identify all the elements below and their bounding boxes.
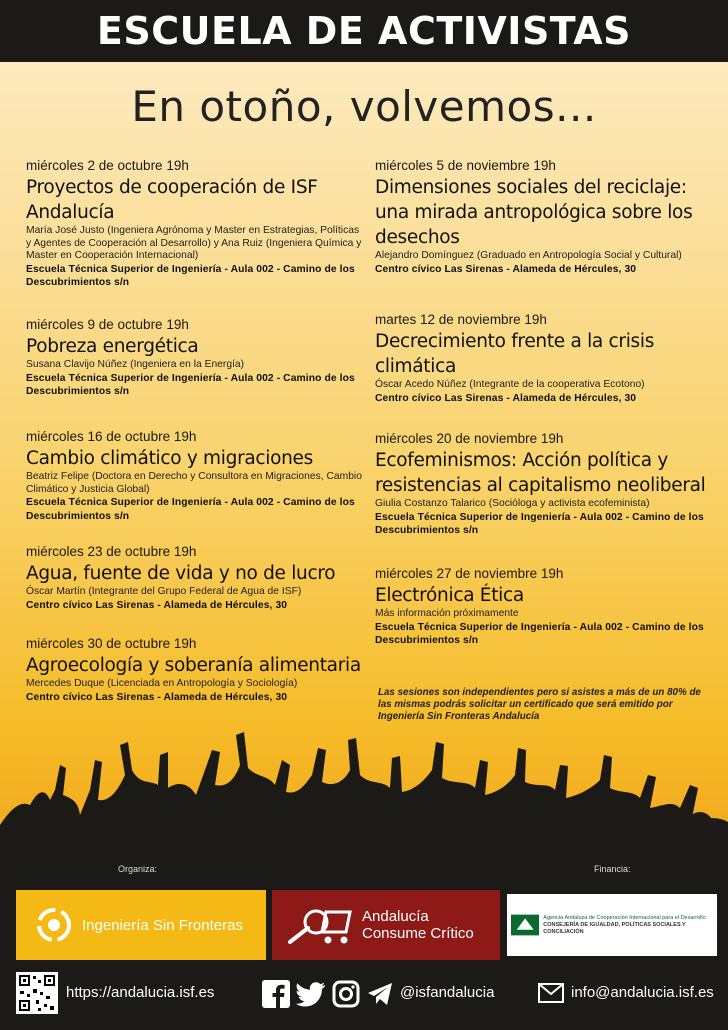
event-venue: Centro cívico Las Sirenas - Alameda de Hércules, 30 bbox=[375, 392, 637, 404]
event-speaker: Susana Clavijo Núñez (Ingeniera en la Energía) bbox=[26, 359, 245, 370]
event-item bbox=[26, 544, 366, 612]
email-link[interactable]: info@andalucia.isf.es bbox=[571, 984, 714, 1001]
junta-line1: Agencia Andaluza de Cooperación Internacional para el Desarrollo bbox=[543, 914, 706, 921]
financia-label: Financia: bbox=[594, 864, 631, 874]
event-venue: Centro cívico Las Sirenas - Alameda de Hércules, 30 bbox=[375, 263, 637, 275]
event-venue: Escuela Técnica Superior de Ingeniería - Aula 002 - Camino de los Descubrimientos s/n bbox=[375, 621, 704, 646]
event-date: miércoles 9 de octubre 19h bbox=[26, 317, 189, 332]
crowd-silhouette-image bbox=[0, 730, 728, 870]
event-item bbox=[26, 158, 366, 290]
event-item bbox=[375, 431, 715, 538]
qr-code-icon[interactable] bbox=[16, 972, 58, 1014]
event-venue: Centro cívico Las Sirenas - Alameda de Hércules, 30 bbox=[26, 691, 288, 703]
event-venue: Escuela Técnica Superior de Ingeniería - Aula 002 - Camino de los Descubrimientos s/n bbox=[375, 511, 704, 536]
event-speaker: Óscar Acedo Núñez (Integrante de la cooperativa Ecotono) bbox=[375, 379, 645, 390]
event-date: martes 12 de noviembre 19h bbox=[375, 312, 547, 327]
event-title: Cambio climático y migraciones bbox=[26, 448, 313, 469]
event-title: Decrecimiento frente a la crisis climática bbox=[375, 331, 655, 377]
event-item bbox=[26, 429, 366, 523]
event-item bbox=[375, 312, 715, 405]
twitter-icon[interactable] bbox=[296, 980, 326, 1008]
event-date: miércoles 16 de octubre 19h bbox=[26, 429, 197, 444]
email-icon[interactable] bbox=[538, 983, 564, 1003]
event-item bbox=[26, 636, 366, 704]
event-title: Agroecología y soberanía alimentaria bbox=[26, 655, 361, 676]
header-bar bbox=[0, 0, 728, 62]
event-speaker: Beatriz Felipe (Doctora en Derecho y Consultora en Migraciones, Cambio Climático y Justicia Global) bbox=[26, 471, 362, 495]
telegram-icon[interactable] bbox=[366, 980, 394, 1008]
event-item bbox=[26, 317, 366, 399]
event-speaker: Giulia Costanzo Talarico (Socióloga y activista ecofeminista) bbox=[375, 498, 650, 509]
event-venue: Escuela Técnica Superior de Ingeniería - Aula 002 - Camino de los Descubrimientos s/n bbox=[26, 497, 355, 522]
shopping-cart-icon bbox=[286, 902, 356, 948]
event-venue: Escuela Técnica Superior de Ingeniería - Aula 002 - Camino de los Descubrimientos s/n bbox=[26, 263, 355, 288]
event-date: miércoles 27 de noviembre 19h bbox=[375, 566, 564, 581]
acc-logo-line2: Consume Crítico bbox=[362, 925, 474, 942]
event-date: miércoles 20 de noviembre 19h bbox=[375, 431, 564, 446]
event-date: miércoles 30 de octubre 19h bbox=[26, 636, 197, 651]
event-title: Ecofeminismos: Acción política y resistencias al capitalismo neoliberal bbox=[375, 450, 706, 496]
acc-logo-line1: Andalucía bbox=[362, 908, 429, 925]
event-speaker: Óscar Martín (Integrante del Grupo Federal de Agua de ISF) bbox=[26, 586, 302, 597]
footer bbox=[0, 972, 728, 1016]
event-speaker: Más información próximamente bbox=[375, 608, 519, 619]
event-title: Pobreza energética bbox=[26, 336, 199, 357]
website-link[interactable]: https://andalucia.isf.es bbox=[66, 984, 215, 1001]
event-speaker: Mercedes Duque (Licenciada en Antropología y Sociología) bbox=[26, 678, 298, 689]
isf-logo-text: Ingeniería Sin Fronteras bbox=[82, 916, 243, 934]
instagram-icon[interactable] bbox=[332, 980, 360, 1008]
event-speaker: María José Justo (Ingeniera Agrónoma y Master en Estrategias, Políticas y Agentes de Cooperación al Desarrollo) y Ana Ruiz (Ingeniera Química y Master en Cooperación Internacional) bbox=[26, 225, 362, 261]
event-date: miércoles 23 de octubre 19h bbox=[26, 544, 197, 559]
poster-subtitle: En otoño, volvemos... bbox=[131, 82, 597, 131]
event-date: miércoles 2 de octubre 19h bbox=[26, 158, 189, 173]
junta-emblem-icon bbox=[511, 910, 539, 940]
social-handle[interactable]: @isfandalucia bbox=[400, 984, 495, 1001]
isf-logo[interactable] bbox=[16, 890, 266, 960]
organiza-label: Organiza: bbox=[118, 864, 158, 874]
facebook-icon[interactable] bbox=[262, 980, 290, 1008]
event-title: Dimensiones sociales del reciclaje: una mirada antropológica sobre los desechos bbox=[375, 177, 693, 248]
poster-title: ESCUELA DE ACTIVISTAS bbox=[96, 9, 632, 53]
event-title: Proyectos de cooperación de ISF Andalucía bbox=[26, 177, 318, 223]
certificate-note: Las sesiones son independientes pero si asistes a más de un 80% de las mismas podrás solicitar un certificado que será emitido por Ingeniería Sin Fronteras Andalucía bbox=[378, 687, 701, 722]
isf-emblem-icon bbox=[34, 905, 74, 945]
event-venue: Centro cívico Las Sirenas - Alameda de Hércules, 30 bbox=[26, 599, 288, 611]
event-speaker: Alejandro Domínguez (Graduado en Antropología Social y Cultural) bbox=[375, 250, 682, 261]
acc-logo[interactable] bbox=[272, 890, 500, 960]
junta-logo[interactable] bbox=[507, 894, 717, 956]
junta-line2: CONSEJERÍA DE IGUALDAD, POLÍTICAS SOCIALES Y CONCILIACIÓN bbox=[543, 921, 686, 935]
event-date: miércoles 5 de noviembre 19h bbox=[375, 158, 556, 173]
event-title: Electrónica Ética bbox=[375, 585, 524, 606]
event-title: Agua, fuente de vida y no de lucro bbox=[26, 563, 336, 584]
event-venue: Escuela Técnica Superior de Ingeniería - Aula 002 - Camino de los Descubrimientos s/n bbox=[26, 372, 355, 397]
event-item bbox=[375, 158, 715, 276]
event-item bbox=[375, 566, 715, 648]
